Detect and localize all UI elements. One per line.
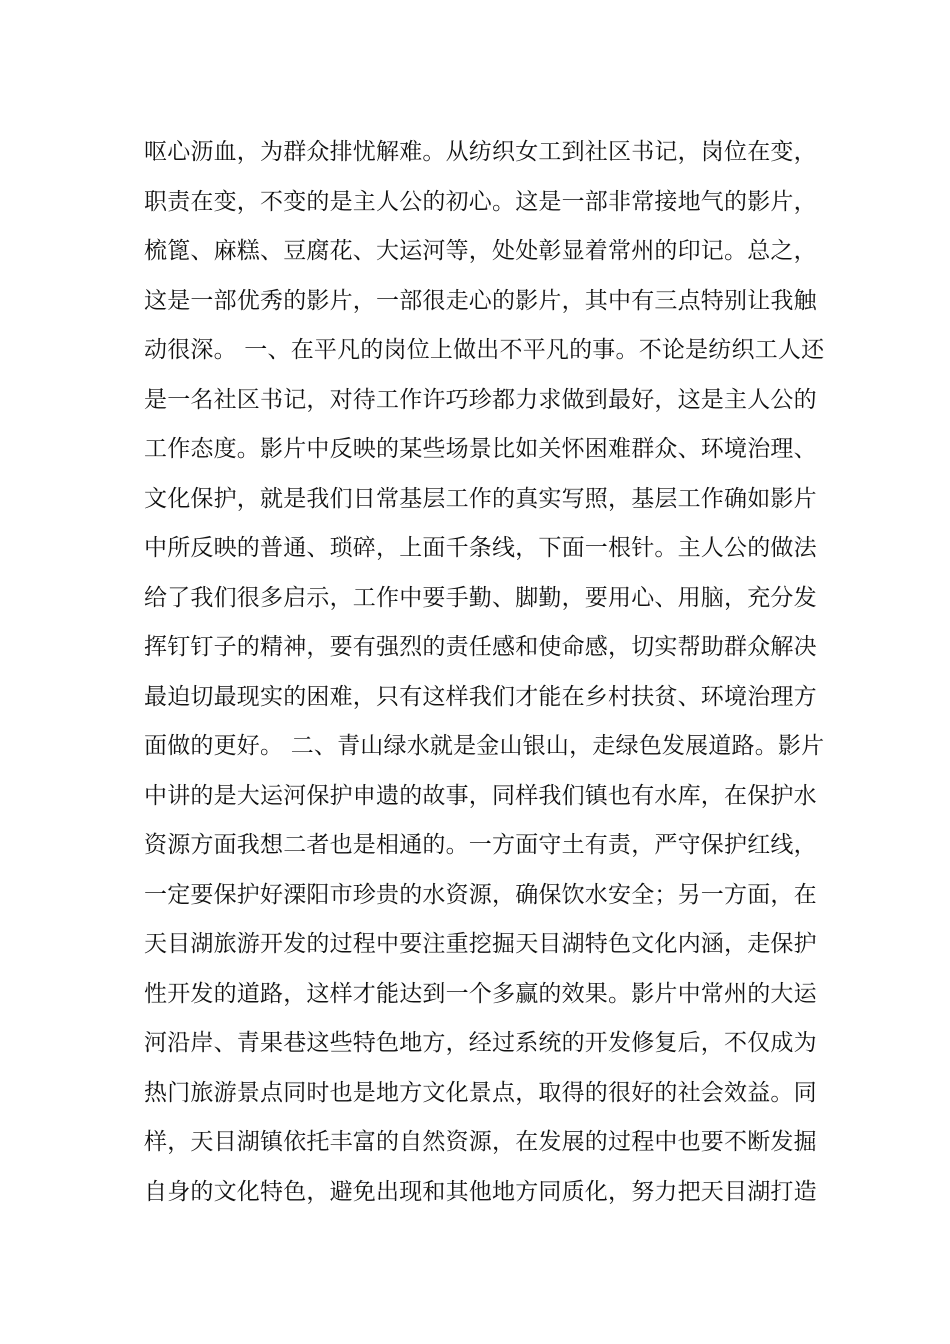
text-line: 河沿岸、青果巷这些特色地方，经过系统的开发修复后，不仅成为 — [144, 1030, 817, 1056]
text-line: 热门旅游景点同时也是地方文化景点，取得的很好的社会效益。同 — [144, 1079, 817, 1106]
text-line: 这是一部优秀的影片，一部很走心的影片，其中有三点特别让我触 — [144, 287, 817, 314]
body-text — [144, 128, 825, 1217]
text-line: 最迫切最现实的困难，只有这样我们才能在乡村扶贫、环境治理方 — [144, 683, 817, 710]
text-line: 样，天目湖镇依托丰富的自然资源，在发展的过程中也要不断发掘 — [144, 1129, 817, 1155]
text-line: 给了我们很多启示，工作中要手勤、脚勤，要用心、用脑，充分发 — [144, 584, 817, 611]
text-line: 中所反映的普通、琐碎，上面千条线，下面一根针。主人公的做法 — [144, 535, 817, 561]
text-line: 自身的文化特色，避免出现和其他地方同质化，努力把天目湖打造 — [144, 1178, 817, 1205]
text-line: 文化保护，就是我们日常基层工作的真实写照，基层工作确如影片 — [144, 485, 817, 512]
text-line: 性开发的道路，这样才能达到一个多赢的效果。影片中常州的大运 — [144, 980, 817, 1007]
text-line: 梳篦、麻糕、豆腐花、大运河等，处处彰显着常州的印记。总之， — [144, 238, 817, 264]
text-line: 是一名社区书记，对待工作许巧珍都力求做到最好，这是主人公的 — [144, 386, 817, 413]
text-line: 中讲的是大运河保护申遗的故事，同样我们镇也有水库，在保护水 — [144, 782, 817, 809]
text-line: 动很深。 一、在平凡的岗位上做出不平凡的事。不论是纺织工人还 — [144, 337, 825, 363]
text-line: 天目湖旅游开发的过程中要注重挖掘天目湖特色文化内涵，走保护 — [144, 931, 817, 957]
text-line: 一定要保护好溧阳市珍贵的水资源，确保饮水安全；另一方面，在 — [144, 881, 817, 908]
text-line: 工作态度。影片中反映的某些场景比如关怀困难群众、环境治理、 — [144, 436, 817, 462]
text-line: 职责在变，不变的是主人公的初心。这是一部非常接地气的影片， — [144, 188, 817, 215]
text-line: 资源方面我想二者也是相通的。一方面守土有责，严守保护红线， — [144, 832, 817, 858]
text-line: 挥钉钉子的精神，要有强烈的责任感和使命感，切实帮助群众解决 — [144, 634, 817, 660]
text-line: 面做的更好。 二、青山绿水就是金山银山，走绿色发展道路。影片 — [144, 733, 825, 759]
text-line: 呕心沥血，为群众排忧解难。从纺织女工到社区书记，岗位在变， — [144, 139, 817, 165]
